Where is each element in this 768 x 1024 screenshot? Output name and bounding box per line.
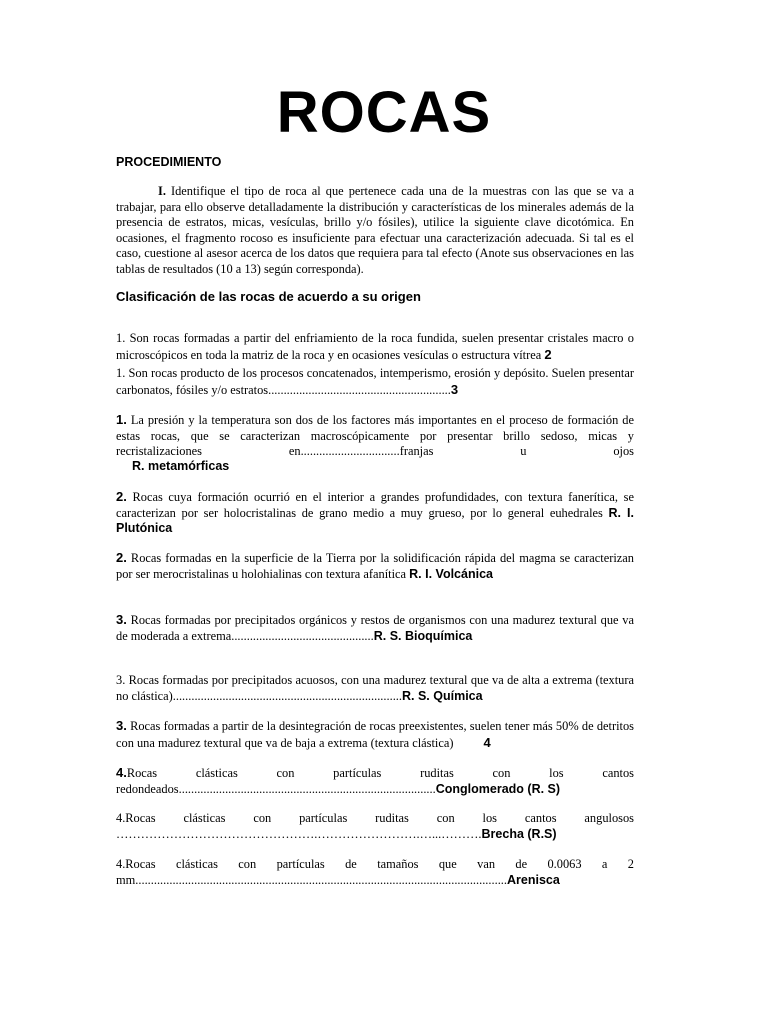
key-item-4a: [116, 765, 634, 797]
item-text: Rocas formadas en la superficie de la Tierra por la solidificación rápida del magma se caracterizan por ser merocristalinas u holohialinas con textura afanítica: [116, 551, 634, 581]
item-text: Rocas cuya formación ocurrió en el interior a grandes profundidades, con textura fanerítica, se caracterizan por ser holocristalinas de grano medio a muy grueso, por lo general euhedrales: [116, 490, 634, 520]
key-item-1a: [116, 331, 634, 363]
item-answer: Conglomerado (R. S): [435, 781, 561, 796]
key-item-3b: [116, 673, 634, 704]
classification-heading: Clasificación de las rocas de acuerdo a su origen: [116, 289, 421, 304]
item-answer: R. S. Bioquímica: [373, 628, 473, 643]
key-item-4c: [116, 857, 634, 888]
item-answer: Brecha (R.S): [481, 826, 557, 841]
item-text: 4.Rocas clásticas con partículas de tamaños que van de 0.0063 a 2 mm........................................................................................................................: [116, 857, 634, 887]
item-number: 2.: [116, 550, 127, 565]
intro-number: I.: [158, 184, 166, 198]
key-item-3a: [116, 612, 634, 644]
item-answer: R. I. Plutónica: [116, 505, 634, 535]
key-item-3c: [116, 718, 634, 751]
intro-text: Identifique el tipo de roca al que pertenece cada una de la muestras con las que se va a trabajar, para ello observe detalladamente la distribución y características de los minerales además de la presencia de estratos, micas, vesículas, brillo y/o fósiles), utilice la siguiente clave dicotómica. En ocasiones, el fragmento rocoso es insuficiente para efectuar una caracterización adecuada. Si tal es el caso, cuestione al asesor acerca de los datos que requiera para tal efecto (Anote sus observaciones en las tablas de resultados (10 a 13) según corresponda).: [116, 184, 634, 276]
item-text: La presión y la temperatura son dos de los factores más importantes en el proceso de formación de estas rocas, que se caracterizan macroscópicamente por presentar brillo sedoso, micas y recristalizaciones en................................franjas u ojos: [116, 413, 634, 458]
item-number: 3.: [116, 718, 127, 733]
item-text: 4.Rocas clásticas con partículas ruditas con los cantos angulosos ………………………………………….…………………….…...……….: [116, 811, 634, 841]
item-number: 4.: [116, 765, 127, 780]
item-number: 3.: [116, 612, 127, 627]
item-number: 1.: [116, 412, 127, 427]
item-answer: 2: [544, 346, 552, 362]
procedure-heading: PROCEDIMIENTO: [116, 155, 222, 169]
intro-paragraph: [116, 184, 634, 277]
item-text: 1. Son rocas formadas a partir del enfriamiento de la roca fundida, suelen presentar cristales macro o microscópicos en toda la matriz de la roca y en ocasiones vesículas o estructura vítrea: [116, 331, 634, 362]
key-item-2b: [116, 550, 634, 582]
key-item-1c: [116, 412, 634, 460]
key-item-2a: [116, 489, 634, 537]
key-item-1b: [116, 366, 634, 398]
item-text: Rocas formadas por precipitados orgánicos y restos de organismos con una madurez textural que va de moderada a extrema..............................................: [116, 613, 634, 643]
item-text: 1. Son rocas producto de los procesos concatenados, intemperismo, erosión y depósito. Suelen presentar carbonatos, fósiles y/o estratos...........................................................: [116, 366, 634, 397]
document-title: ROCAS: [276, 80, 492, 145]
key-item-4b: [116, 811, 634, 842]
item-answer: 4: [483, 734, 491, 750]
item-answer: Arenisca: [507, 872, 560, 887]
item-text: Rocas formadas a partir de la desintegración de rocas preexistentes, suelen tener más 50% de detritos con una madurez textural que va de baja a extrema (textura clástica): [116, 719, 634, 750]
item-text: Rocas clásticas con partículas ruditas con los cantos redondeados...................................................................................: [116, 766, 634, 796]
item-answer: R. metamórficas: [132, 459, 230, 473]
item-text: 3. Rocas formadas por precipitados acuosos, con una madurez textural que va de alta a extrema (textura no clástica)..........................................................................: [116, 673, 634, 703]
item-answer: 3: [450, 381, 459, 397]
item-answer: R. S. Química: [402, 688, 483, 703]
item-answer: R. I. Volcánica: [409, 566, 493, 581]
item-number: 2.: [116, 489, 127, 504]
